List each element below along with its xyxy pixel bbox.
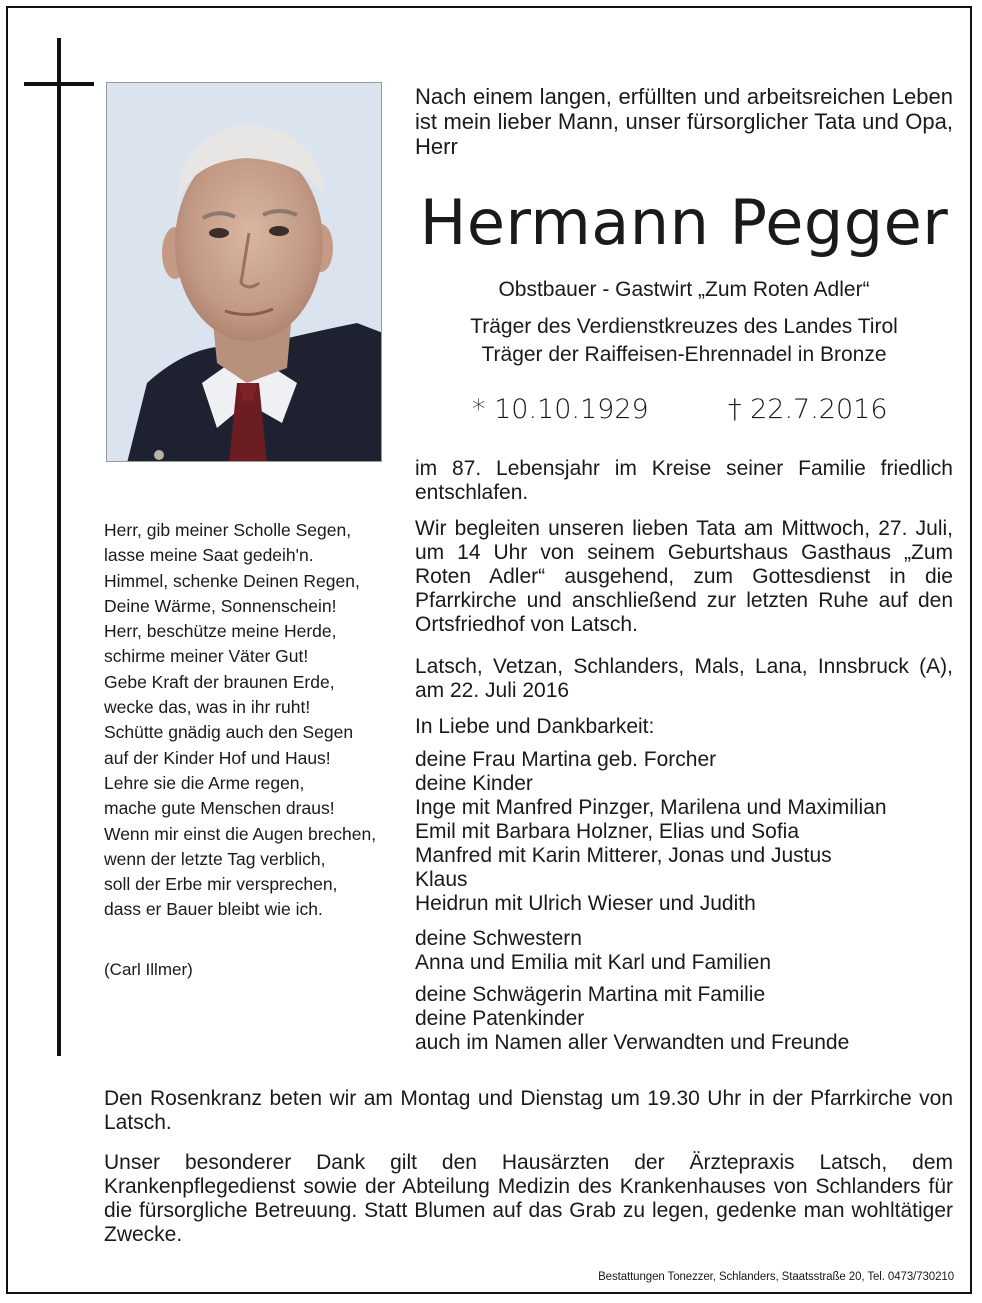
place-date-text: Latsch, Vetzan, Schlanders, Mals, Lana, Innsbruck (A), am 22. Juli 2016: [415, 655, 953, 702]
poem-line: mache gute Menschen draus!: [104, 798, 335, 819]
cross-bar: [24, 82, 94, 86]
mourners-siblings: [415, 927, 953, 975]
death-date: † 22.7.2016: [728, 394, 888, 425]
mourner-line: Inge mit Manfred Pinzger, Marilena und Maximilian: [415, 796, 887, 819]
funeral-home-footer: Bestattungen Tonezzer, Schlanders, Staatsstraße 20, Tel. 0473/730210: [598, 1271, 954, 1283]
poem-line: auf der Kinder Hof und Haus!: [104, 747, 331, 768]
poem-line: Deine Wärme, Sonnenschein!: [104, 595, 337, 616]
title-award-cross: Träger des Verdienstkreuzes des Landes Tirol: [470, 315, 898, 338]
poem-line: schirme meiner Väter Gut!: [104, 646, 309, 667]
poem-line: Wenn mir einst die Augen brechen,: [104, 823, 377, 844]
mourner-line: deine Schwägerin Martina mit Familie: [415, 983, 766, 1006]
birth-date: * 10.10.1929: [472, 394, 649, 425]
poem-author: (Carl Illmer): [104, 960, 193, 979]
poem-line: Schütte gnädig auch den Segen: [104, 722, 354, 743]
poem-line: Lehre sie die Arme regen,: [104, 772, 305, 793]
mourners-intro: In Liebe und Dankbarkeit:: [415, 715, 655, 738]
mourner-line: deine Schwestern: [415, 927, 582, 950]
mourner-line: deine Patenkinder: [415, 1007, 585, 1030]
poem-line: wecke das, was in ihr ruht!: [104, 697, 311, 718]
thanks-text: Unser besonderer Dank gilt den Hausärzten der Ärztepraxis Latsch, dem Krankenpflegedienst sowie der Abteilung Medizin des Krankenhauses von Schlanders für die fürsorgliche Betreuung. Statt Blumen auf das Grab zu legen, gedenke man wohltätiger Zwecke.: [104, 1151, 953, 1246]
poem-line: Gebe Kraft der braunen Erde,: [104, 671, 335, 692]
mourner-line: deine Kinder: [415, 772, 533, 795]
poem-line: Himmel, schenke Deinen Regen,: [104, 570, 360, 591]
poem: [104, 518, 394, 923]
mourners-family: [415, 748, 953, 916]
poem-line: soll der Erbe mir versprechen,: [104, 874, 338, 895]
funeral-text: Wir begleiten unseren lieben Tata am Mittwoch, 27. Juli, um 14 Uhr von seinem Geburtshaus Gasthaus „Zum Roten Adler“ ausgehend, zum Gottesdienst in die Pfarrkirche und anschließend zur letzten Ruhe auf den Ortsfriedhof von Latsch.: [415, 517, 953, 636]
mourner-line: Manfred mit Karin Mitterer, Jonas und Justus: [415, 844, 832, 867]
passing-text: im 87. Lebensjahr im Kreise seiner Familie friedlich entschlafen.: [415, 457, 953, 504]
poem-line: dass er Bauer bleibt wie ich.: [104, 899, 323, 920]
mourner-line: auch im Namen aller Verwandten und Freunde: [415, 1031, 850, 1054]
intro-text: Nach einem langen, erfüllten und arbeitsreichen Leben ist mein lieber Mann, unser fürsorglicher Tata und Opa, Herr: [415, 84, 953, 159]
deceased-name: Hermann Pegger: [419, 186, 949, 259]
mourner-line: deine Frau Martina geb. Forcher: [415, 748, 717, 771]
portrait-photo: [106, 82, 382, 462]
mourner-line: Emil mit Barbara Holzner, Elias und Sofia: [415, 820, 799, 843]
poem-line: Herr, gib meiner Scholle Segen,: [104, 520, 352, 540]
poem-line: wenn der letzte Tag verblich,: [104, 848, 326, 869]
poem-line: Herr, beschütze meine Herde,: [104, 621, 337, 642]
mourner-line: Klaus: [415, 868, 468, 891]
title-award-pin: Träger der Raiffeisen-Ehrennadel in Bronze: [481, 343, 887, 366]
mourner-line: Heidrun mit Ulrich Wieser und Judith: [415, 892, 756, 915]
rosary-text: Den Rosenkranz beten wir am Montag und Dienstag um 19.30 Uhr in der Pfarrkirche von Latsch.: [104, 1087, 953, 1134]
mourner-line: Anna und Emilia mit Karl und Familien: [415, 951, 771, 974]
title-occupation: Obstbauer - Gastwirt „Zum Roten Adler“: [498, 278, 870, 301]
mourners-others: [415, 983, 953, 1055]
poem-line: lasse meine Saat gedeih'n.: [104, 545, 314, 566]
cross-icon: [57, 38, 61, 1056]
